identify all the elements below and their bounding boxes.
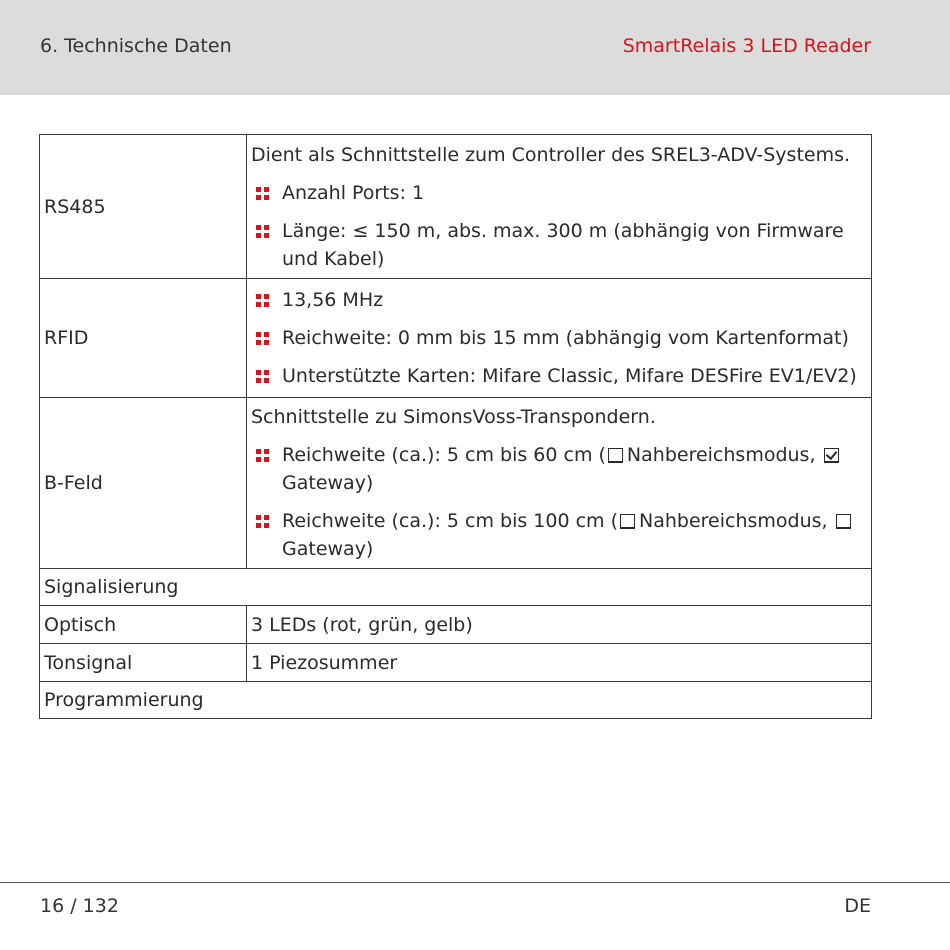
row-value <box>247 398 872 569</box>
bullet-icon <box>256 332 269 345</box>
row-label: B-Feld <box>40 398 247 569</box>
row-value: 1 Piezosummer <box>247 644 872 682</box>
checkbox-nahbereich <box>608 448 623 463</box>
row-value <box>247 279 872 398</box>
list-item: 13,56 MHz <box>251 286 867 314</box>
bullet-icon <box>256 449 269 462</box>
section-heading: Programmierung <box>40 682 872 719</box>
list-item: Anzahl Ports: 1 <box>251 179 867 207</box>
list-item: Unterstützte Karten: Mifare Classic, Mifare DESFire EV1/EV2) <box>251 362 867 390</box>
row-label: Optisch <box>40 606 247 644</box>
footer-divider <box>0 882 950 883</box>
page-header <box>0 0 950 95</box>
table-row-optisch <box>40 606 872 644</box>
bullet-icon <box>256 294 269 307</box>
row-label: RS485 <box>40 135 247 279</box>
bullet-icon <box>256 515 269 528</box>
bfeld-intro: Schnittstelle zu SimonsVoss-Transpondern. <box>251 406 656 428</box>
spec-table <box>39 134 872 719</box>
table-row-bfeld <box>40 398 872 569</box>
rs485-intro: Dient als Schnittstelle zum Controller des SREL3-ADV-Systems. <box>251 143 851 166</box>
checkbox-gateway <box>824 448 839 463</box>
checkbox-gateway <box>836 514 851 529</box>
section-heading: Signalisierung <box>40 569 872 606</box>
table-row-rs485 <box>40 135 872 279</box>
table-row-programmierung <box>40 682 872 719</box>
bullet-icon <box>256 225 269 238</box>
list-item: Reichweite: 0 mm bis 15 mm (abhängig vom Kartenformat) <box>251 324 867 352</box>
list-item: Reichweite (ca.): 5 cm bis 100 cm ( Nahbereichsmodus, Gateway) <box>251 507 867 563</box>
product-title: SmartRelais 3 LED Reader <box>622 35 871 57</box>
bullet-icon <box>256 370 269 383</box>
chapter-title: 6. Technische Daten <box>40 35 232 57</box>
table-row-tonsignal <box>40 644 872 682</box>
checkbox-nahbereich <box>620 514 635 529</box>
list-item: Länge: ≤ 150 m, abs. max. 300 m (abhängig von Firmware und Kabel) <box>251 217 867 273</box>
row-label: RFID <box>40 279 247 398</box>
list-item: Reichweite (ca.): 5 cm bis 60 cm ( Nahbereichsmodus, Gateway) <box>251 441 867 497</box>
language-code: DE <box>844 895 871 917</box>
table-row-rfid <box>40 279 872 398</box>
page-number: 16 / 132 <box>40 895 119 917</box>
table-row-signalisierung <box>40 569 872 606</box>
row-value: 3 LEDs (rot, grün, gelb) <box>247 606 872 644</box>
row-label: Tonsignal <box>40 644 247 682</box>
row-value <box>247 135 872 279</box>
bullet-icon <box>256 187 269 200</box>
